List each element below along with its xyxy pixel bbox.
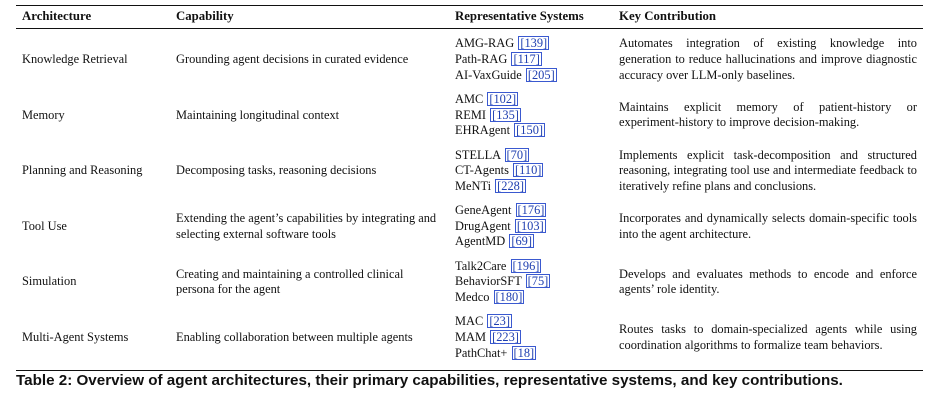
contribution-cell: Maintains explicit memory of patient-history or experiment-history to improve decision-making.: [619, 99, 917, 130]
system-name: GeneAgent: [455, 203, 512, 218]
citation-link[interactable]: [103]: [516, 218, 544, 233]
system-name: AMC: [455, 92, 484, 106]
system-name: Talk2Care: [455, 258, 507, 273]
system-entry: [455, 219, 607, 235]
capability-cell: Enabling collaboration between multiple agents: [170, 310, 449, 370]
system-entry: [455, 179, 607, 195]
system-entry: [455, 148, 607, 164]
systems-cell: [449, 310, 613, 370]
citation-link[interactable]: [176]: [517, 203, 545, 218]
citation-link[interactable]: [139]: [520, 36, 548, 51]
table-caption: Table 2: Overview of agent architectures, their primary capabilities, representative systems, and key contributions.: [16, 372, 843, 389]
citation-link[interactable]: [117]: [513, 52, 540, 66]
table-row: [16, 199, 923, 255]
system-entry: [455, 163, 607, 179]
agent-architecture-table: [16, 5, 923, 371]
citation-link[interactable]: [228]: [497, 178, 524, 193]
contribution-cell: Automates integration of existing knowledge into generation to reduce hallucinations and improve diagnostic accuracy over LLM-only baselines.: [619, 36, 917, 82]
system-entry: [455, 36, 607, 52]
capability-cell: Grounding agent decisions in curated evidence: [176, 52, 409, 66]
systems-cell: [449, 29, 613, 88]
system-name: STELLA: [455, 147, 501, 162]
system-name: REMI: [455, 107, 486, 122]
system-entry: [455, 203, 607, 219]
table-header: [16, 6, 923, 29]
citation-link[interactable]: [205]: [527, 67, 555, 82]
systems-cell: [449, 143, 613, 199]
contribution-cell: Incorporates and dynamically selects domain-specific tools into the agent architecture.: [619, 210, 917, 241]
system-name: MAC: [455, 314, 484, 329]
table-row: [16, 310, 923, 370]
citation-link[interactable]: [196]: [512, 258, 540, 273]
system-name: Path-RAG: [455, 52, 508, 66]
system-name: CT-Agents: [455, 163, 509, 178]
citation-link[interactable]: [102]: [489, 92, 517, 106]
agent-architecture-table-container: [16, 5, 923, 371]
system-name: AgentMD: [455, 234, 506, 249]
header-architecture: Architecture: [16, 6, 170, 29]
system-name: AI-VaxGuide: [455, 67, 522, 82]
system-name: Medco: [455, 289, 490, 304]
architecture-cell: Multi-Agent Systems: [16, 310, 170, 370]
system-name: EHRAgent: [455, 123, 511, 138]
header-key-contribution: Key Contribution: [613, 6, 923, 29]
citation-link[interactable]: [223]: [492, 329, 519, 344]
table-row: [16, 29, 923, 88]
contribution-cell: Routes tasks to domain-specialized agents while using coordination algorithms to formalize team behaviors.: [613, 310, 923, 370]
architecture-cell: Planning and Reasoning: [22, 163, 143, 178]
table-row: [16, 254, 923, 310]
system-entry: [455, 274, 607, 290]
system-name: PathChat+: [455, 345, 508, 360]
contribution-cell: Implements explicit task-decomposition and structured reasoning, integrating tool use and intermediate feedback to iteratively refine plans and conclusions.: [619, 147, 917, 193]
citation-link[interactable]: [180]: [495, 289, 523, 304]
system-name: DrugAgent: [455, 218, 511, 233]
system-entry: [455, 52, 607, 68]
system-name: AMG-RAG: [455, 36, 515, 51]
table-row: [16, 143, 923, 199]
system-entry: [455, 330, 607, 346]
citation-link[interactable]: [150]: [516, 123, 544, 138]
architecture-cell: Simulation: [22, 274, 77, 289]
systems-cell: [449, 199, 613, 255]
system-entry: [455, 108, 607, 124]
citation-link[interactable]: [69]: [511, 234, 533, 249]
system-entry: [455, 234, 607, 250]
table-row: [16, 88, 923, 144]
citation-link[interactable]: [75]: [527, 274, 549, 289]
architecture-cell: Knowledge Retrieval: [22, 52, 128, 66]
citation-link[interactable]: [135]: [492, 107, 519, 122]
capability-cell: Creating and maintaining a controlled clinical persona for the agent: [176, 266, 404, 297]
system-entry: [455, 290, 607, 306]
system-name: MAM: [455, 329, 486, 344]
header-representative-systems: Representative Systems: [449, 6, 613, 29]
table-body: [16, 29, 923, 371]
citation-link[interactable]: [110]: [515, 163, 542, 178]
architecture-cell: Memory: [22, 107, 65, 122]
citation-link[interactable]: [18]: [513, 345, 535, 360]
contribution-cell: Develops and evaluates methods to encode and enforce agents’ role identity.: [619, 266, 917, 297]
capability-cell: Maintaining longitudinal context: [176, 107, 340, 122]
systems-cell: [449, 254, 613, 310]
system-entry: [455, 68, 607, 84]
capability-cell: Extending the agent’s capabilities by integrating and selecting external software tools: [176, 210, 437, 241]
system-entry: [455, 123, 607, 139]
citation-link[interactable]: [23]: [489, 314, 510, 329]
system-entry: [455, 92, 607, 108]
system-entry: [455, 314, 607, 330]
architecture-cell: Tool Use: [22, 218, 67, 233]
citation-link[interactable]: [70]: [506, 147, 528, 162]
header-capability: Capability: [170, 6, 449, 29]
header-row: [16, 6, 923, 29]
system-entry: [455, 259, 607, 275]
system-entry: [455, 346, 607, 362]
system-name: MeNTi: [455, 178, 492, 193]
capability-cell: Decomposing tasks, reasoning decisions: [176, 163, 377, 178]
system-name: BehaviorSFT: [455, 274, 522, 289]
systems-cell: [449, 88, 613, 144]
